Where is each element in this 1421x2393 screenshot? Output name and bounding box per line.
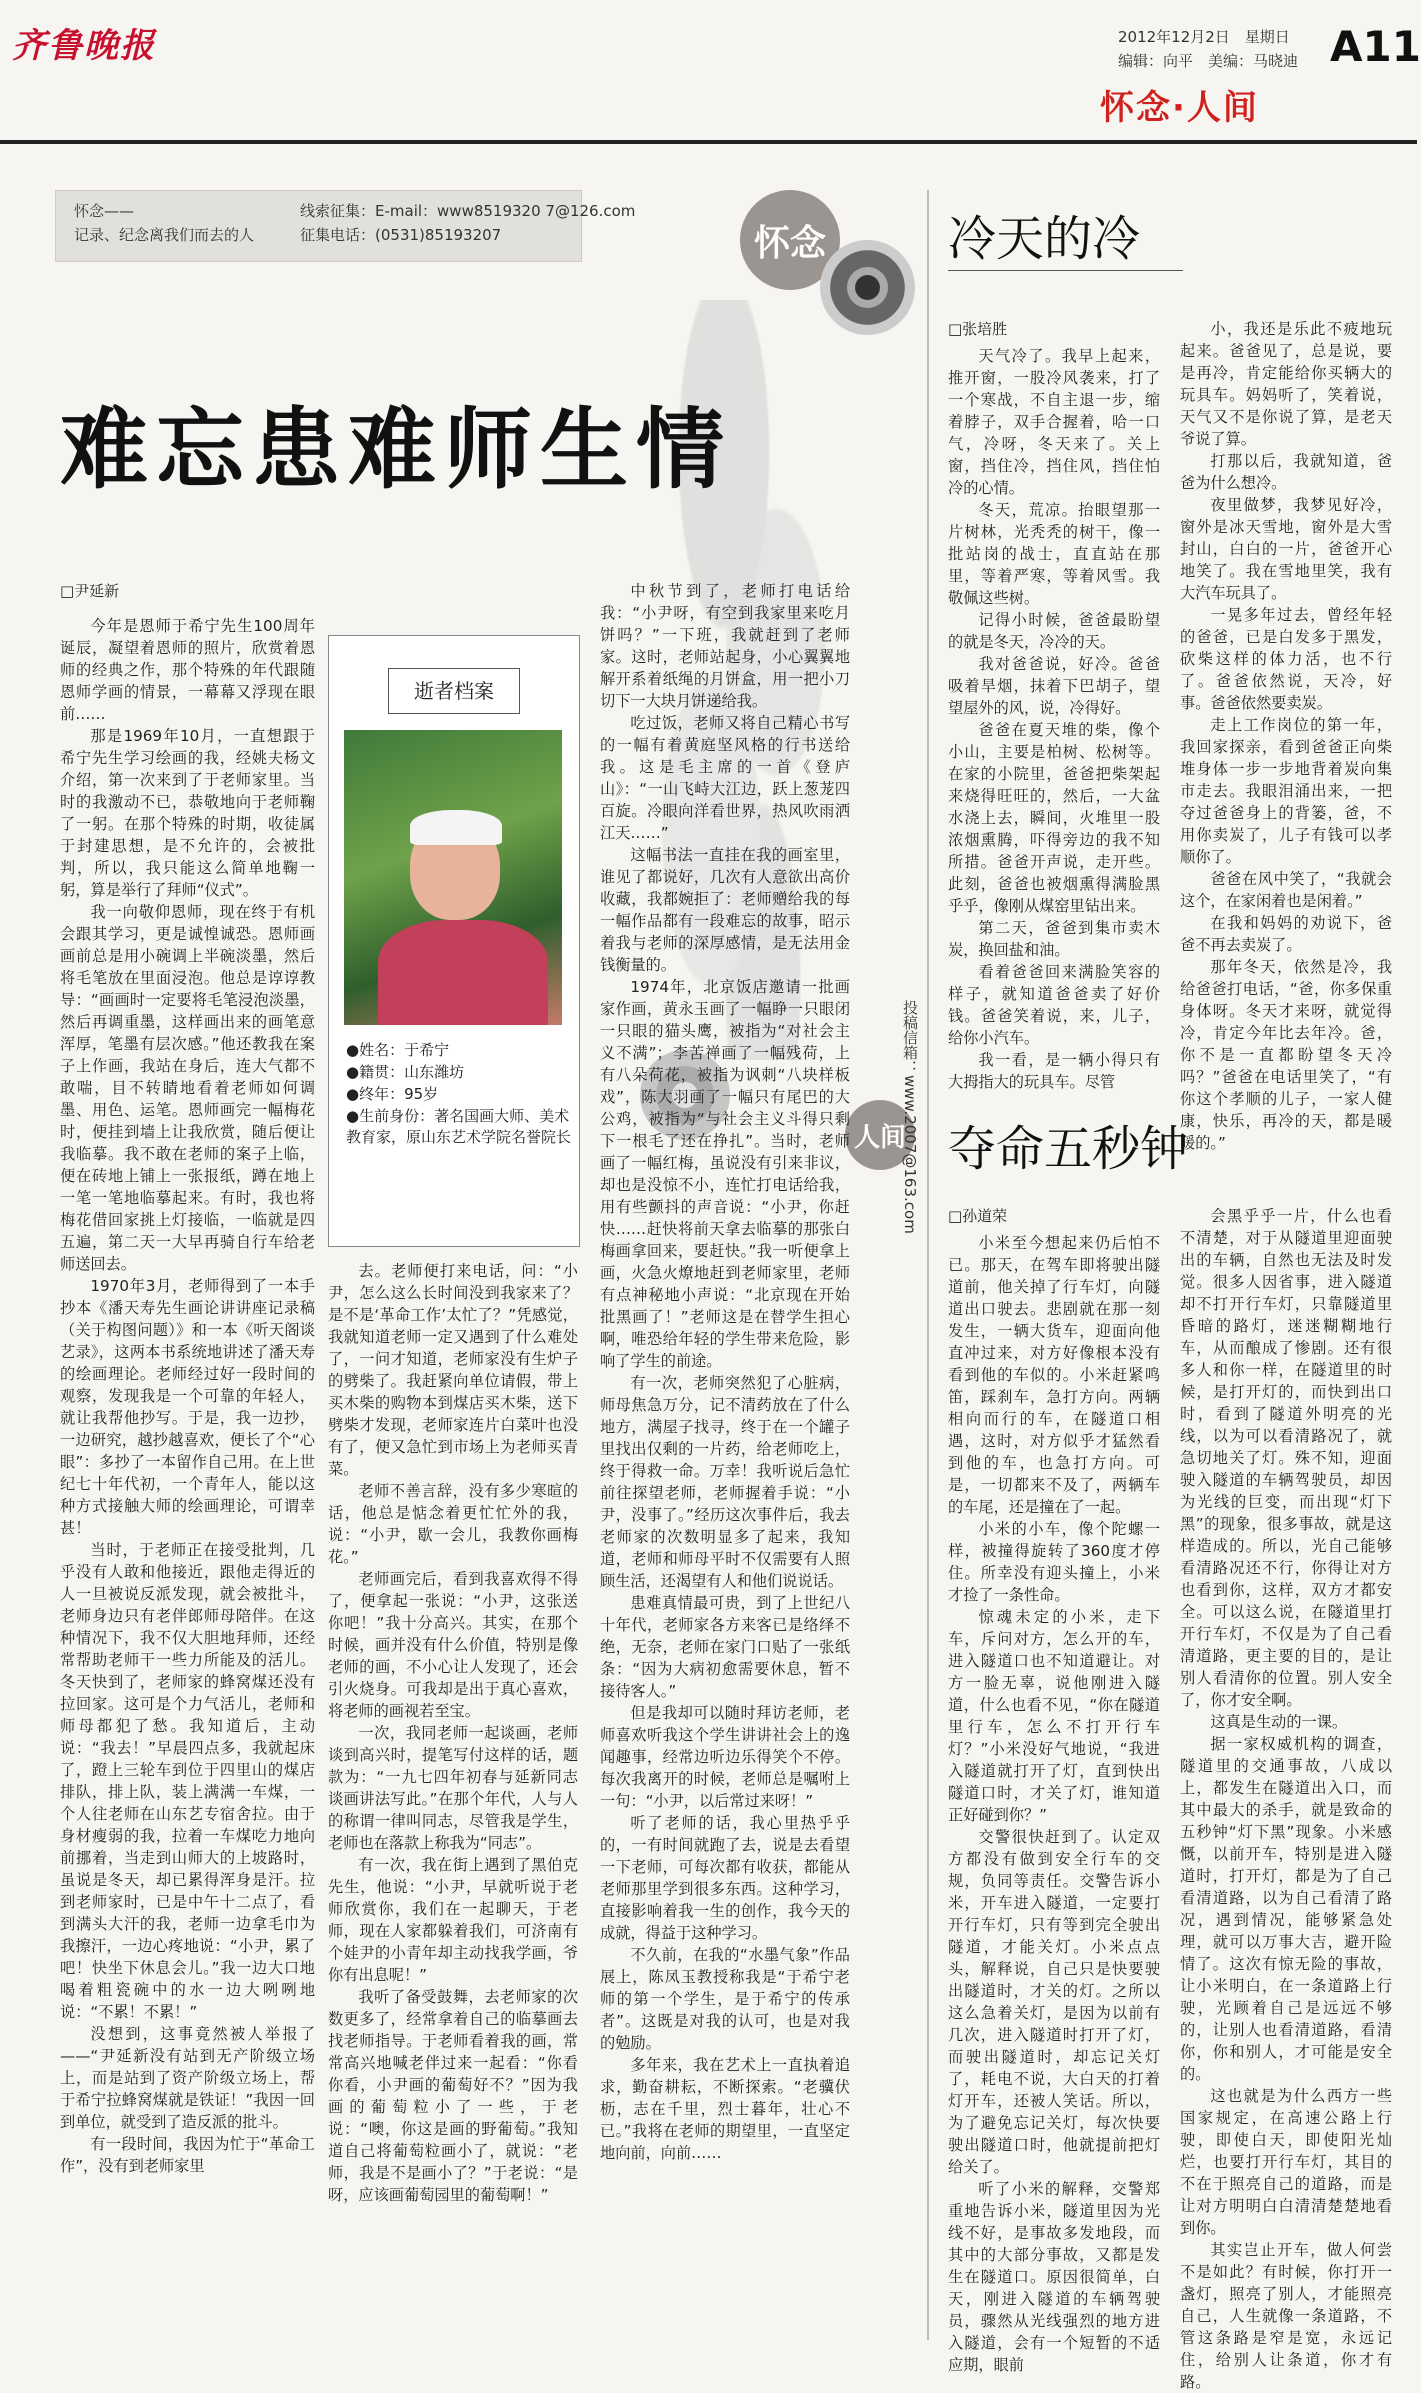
article3-byline: □孙道荣 (948, 1207, 1008, 1225)
paragraph: 我一看，是一辆小得只有大拇指大的玩具车。尽管 (948, 1051, 1160, 1091)
paragraph: 有一次，我在街上遇到了黑伯克先生，他说：“小尹，早就听说于老师欣赏你，我们在一起聊天，于老师，现在人家都躲着我们，可济南有个娃尹的小青年却主动找我学画，爷你有出息呢！” (328, 1856, 578, 1984)
paragraph: 听了老师的话，我心里热乎乎的，一有时间就跑了去，说是去看望一下老师，可每次都有收获，都能从老师那里学到很多东西。这种学习，直接影响着我一生的创作，我今天的成就，得益于这种学习。 (600, 1814, 850, 1942)
article3-column-1 (948, 1232, 1160, 2374)
portrait-hair (410, 810, 502, 845)
paragraph: 走上工作岗位的第一年，我回家探亲，看到爸爸正向柴堆身体一步一步地背着炭向集市走去。我眼泪涌出来，一把夺过爸爸身上的背篓，爸，不用你卖炭了，儿子有钱可以孝顺你了。 (1180, 716, 1392, 866)
paragraph: 在我和妈妈的劝说下，爸爸不再去卖炭了。 (1180, 914, 1392, 954)
paragraph: 夜里做梦，我梦见好冷，窗外是冰天雪地，窗外是大雪封山，白白的一片，爸爸开心地笑了。我在雪地里笑，我有大汽车玩具了。 (1180, 496, 1392, 602)
paragraph: 当时，于老师正在接受批判，几乎没有人敢和他接近，跟他走得近的人一旦被说反派发现，就会被批斗，老师身边只有老伴郎师母陪伴。在这种情况下，我不仅大胆地拜师，还经常帮助老师干一些力所能及的活儿。冬天快到了，老师家的蜂窝煤还没有拉回家。这可是个力气活儿，老师和师母都犯了愁。我知道后，主动说：“我去！”早晨四点多，我就起床了，蹬上三轮车到位于四里山的煤店排队，排上队，装上满满一车煤，一个人往老师在山东艺专宿舍拉。由于身材瘦弱的我，拉着一车煤吃力地向前挪着，当走到山师大的上坡路时，虽说是冬天，却已累得浑身是汗。拉到老师家时，已是中午十二点了，看到满头大汗的我，老师一边拿毛巾为我擦汗，一边心疼地说：“小尹，累了吧！快坐下休息会儿。”我一边大口地喝着粗瓷碗中的水一边大咧咧地说：“不累！不累！” (60, 1541, 315, 2021)
paragraph: 我一向敬仰恩师，现在终于有机会跟其学习，更是诚惶诚恐。恩师画画前总是用小碗调上半碗淡墨，然后将毛笔放在里面浸泡。他总是谆谆教导：“画画时一定要将毛笔浸泡淡墨，然后再调重墨，这样画出来的画笔意浑厚，笔墨有层次感。”他还教我在案子上作画，我站在身后，连大气都不敢喘，目不转睛地看着老师如何调墨、用色、运笔。恩师画完一幅梅花时，便挂到墙上让我欣赏，随后便让我临摹。我不敢在老师的案子上临，便在砖地上铺上一张报纸，蹲在地上一笔一笔地临摹起来。有时，我也将梅花借回家挑上灯接临，一临就是四五遍，第二天一大早再骑自行车给老师送回去。 (60, 903, 315, 1273)
paragraph: 一晃多年过去，曾经年轻的爸爸，已是白发多于黑发，砍柴这样的体力活，也不行了。爸爸依然说，天冷，好事。爸爸依然要卖炭。 (1180, 606, 1392, 712)
obituary-origin: ●籍贯：山东潍坊 (346, 1063, 465, 1081)
paragraph: 小，我还是乐此不疲地玩起来。爸爸见了，总是说，要是再冷，肯定能给你买辆大的玩具车。妈妈听了，笑着说，天气又不是你说了算，是老天爷说了算。 (1180, 320, 1392, 448)
paragraph: 1970年3月，老师得到了一本手抄本《潘天寿先生画论讲讲座记录稿（关于构图问题）》和一本《听天阁谈艺录》，这两本书系统地讲述了潘天寿的绘画理论。老师经过好一段时间的观察，发现我是一个可靠的年轻人，就让我帮他抄写。于是，我一边抄，一边研究，越抄越喜欢，便长了个“心眼”：多抄了一本留作自己用。在上世纪七十年代初，一个青年人，能以这种方式接触大师的绘画理论，可谓幸甚！ (60, 1277, 315, 1537)
obituary-bio: ●生前身份：著名国画大师、美术教育家，原山东艺术学院名誉院长 (346, 1107, 572, 1146)
paragraph: 看着爸爸回来满脸笑容的样子，就知道爸爸卖了好价钱。爸爸笑着说，来，儿子，给你小汽车。 (948, 963, 1160, 1047)
paragraph: 记得小时候，爸爸最盼望的就是冬天，冷冷的天。 (948, 611, 1160, 651)
flower-icon (820, 240, 915, 335)
article-column-2 (328, 1260, 578, 2340)
paragraph: 第二天，爸爸到集市卖木炭，换回盐和油。 (948, 919, 1160, 959)
paragraph: 小米至今想起来仍后怕不已。那天，在驾车即将驶出隧道前，他关掉了行车灯，向隧道出口驶去。悲剧就在那一刻发生，一辆大货车，迎面向他直冲过来，对方好像根本没有看到他的车似的。小米赶紧鸣笛，踩刹车，急打方向。两辆相向而行的车，在隧道口相遇，这时，对方似乎才猛然看到他的车，也急打方向。可是，一切都来不及了，两辆车的车尾，还是撞在了一起。 (948, 1234, 1160, 1516)
banner-phone: 征集电话：(0531)85193207 (300, 226, 502, 244)
paragraph: 冬天，荒凉。抬眼望那一片树林，光秃秃的树干，像一批站岗的战士，直直站在那里，等着严寒，等着风雪。我敬佩这些树。 (948, 501, 1160, 607)
paragraph: 但是我却可以随时拜访老师，老师喜欢听我这个学生讲讲社会上的逸闻趣事，经常边听边乐得笑个不停。每次我离开的时候，老师总是嘱咐上一句：“小尹，以后常过来呀！” (600, 1704, 850, 1810)
paragraph: 天气冷了。我早上起来，推开窗，一股冷风袭来，打了一个寒战，不自主退一步，缩着脖子，双手合握着，哈一口气，冷呀，冬天来了。关上窗，挡住冷，挡住风，挡住怕冷的心情。 (948, 347, 1160, 497)
paragraph: 不久前，在我的“水墨气象”作品展上，陈凤玉教授称我是“于希宁老师的第一个学生，是于希宁的传承者”。这既是对我的认可，也是对我的勉励。 (600, 1946, 850, 2052)
paragraph: 今年是恩师于希宁先生100周年诞辰，凝望着恩师的照片，欣赏着恩师的经典之作，那个特殊的年代跟随恩师学画的情景，一幕幕又浮现在眼前…… (60, 617, 315, 723)
paragraph: 一次，我同老师一起谈画，老师谈到高兴时，提笔写付这样的话，题款为：“一九七四年初春与延新同志谈画讲法写此。”在那个年代，人与人的称谓一律叫同志，尽管我是学生，老师也在落款上称我为“同志”。 (328, 1724, 578, 1852)
paragraph: 多年来，我在艺术上一直执着追求，勤奋耕耘，不断探索。“老骥伏枥，志在千里，烈士暮年，壮心不已。”我将在老师的期望里，一直坚定地向前，向前…… (600, 2056, 850, 2162)
renjian-emblem: 人间 (845, 1100, 915, 1170)
paragraph: 我对爸爸说，好冷。爸爸吸着旱烟，抹着下巴胡子，望望屋外的风，说，冷得好。 (948, 655, 1160, 717)
paragraph: 有一段时间，我因为忙于“革命工作”，没有到老师家里 (60, 2135, 315, 2175)
paragraph: 交警很快赶到了。认定双方都没有做到安全行车的交规，负同等责任。交警告诉小米，开车进入隧道，一定要打开行车灯，只有等到完全驶出隧道，才能关灯。小米点点头，解释说，自己只是快要驶出隧道时，才关的灯。之所以这么急着关灯，是因为以前有几次，进入隧道时打开了灯，而驶出隧道时，却忘记关灯了，耗电不说，大白天的打着灯开车，还被人笑话。所以，为了避免忘记关灯，每次快要驶出隧道口时，他就提前把灯给关了。 (948, 1828, 1160, 2176)
article-column-3 (600, 580, 850, 2340)
article2-column-1 (948, 345, 1160, 1091)
banner-column-name: 怀念—— (74, 202, 135, 220)
banner-column-desc: 记录、纪念离我们而去的人 (74, 226, 255, 244)
paragraph: 老师不善言辞，没有多少寒暄的话，他总是惦念着更忙忙外的我，说：“小尹，歇一会儿，我教你画梅花。” (328, 1482, 578, 1566)
paragraph: 那是1969年10月，一直想跟于希宁先生学习绘画的我，经姚夫杨文介绍，第一次来到了于老师家里。当时的我激动不已，恭敬地向于老师鞠了一躬。在那个特殊的时期，收徒属于封建思想，是不允许的，会被批判，所以，我只能这么简单地鞠一躬，算是举行了拜师“仪式”。 (60, 727, 315, 899)
article-byline: □尹延新 (60, 582, 120, 600)
paragraph: 1974年，北京饭店邀请一批画家作画，黄永玉画了一幅睁一只眼闭一只眼的猫头鹰，被指为“对社会主义不满”；李苦禅画了一幅残荷，上有八朵荷花，被指为讽刺“八块样板戏”，陈大羽画了一幅只有尾巴的大公鸡，被指为“与社会主义斗得只剩下一根毛了还在挣扎”。当时，老师画了一幅红梅，虽说没有引来非议，却也是没惊不小，连忙打电话给我，用有些颤抖的声音说：“小尹，你赶快……赶快将前天拿去临摹的那张白梅画拿回来，要赶快。”我一听便拿上画，火急火燎地赶到老师家里，老师有点神秘地小声说：“北京现在开始批黑画了！”老师这是在替学生担心啊，唯恐给年轻的学生带来危险，影响了学生的前途。 (600, 978, 850, 1370)
article2-column-2 (1180, 318, 1392, 1152)
paragraph: 中秋节到了，老师打电话给我：“小尹呀，有空到我家里来吃月饼吗？”一下班，我就赶到了老师家。这时，老师站起身，小心翼翼地解开系着纸绳的月饼盒，用一把小刀切下一大块月饼递给我。 (600, 582, 850, 710)
article-headline: 难忘患难师生情 (60, 398, 733, 501)
banner-email: 线索征集：E-mail：www8519320 7@126.com (300, 202, 636, 220)
article2-title: 冷天的冷 (948, 211, 1141, 267)
paragraph: 那年冬天，依然是冷，我给爸爸打电话，“爸，你多保重身体呀。冬天才来呀，就觉得冷，肯定今年比去年冷。爸，你不是一直都盼望冬天冷吗？”爸爸在电话里笑了，“有你这个孝顺的儿子，一家人健康，快乐，再冷的天，都是暖暖的。” (1180, 958, 1392, 1152)
obituary-name: ●姓名：于希宁 (346, 1041, 450, 1059)
article3-column-2 (1180, 1205, 1392, 2391)
paragraph: 老师画完后，看到我喜欢得不得了，便拿起一张说：“小尹，这张送你吧！”我十分高兴。其实，在那个时候，画并没有什么价值，特别是像老师的画，不小心让人发现了，还会引火烧身。可我却是出于真心喜欢，将老师的画视若至宝。 (328, 1570, 578, 1720)
obituary-title: 逝者档案 (388, 668, 520, 714)
paragraph: 小米的小车，像个陀螺一样，被撞得旋转了360度才停住。所幸没有迎头撞上，小米才捡了一条性命。 (948, 1520, 1160, 1604)
column-divider (927, 190, 929, 2340)
masthead-logo: 齐鲁晚报 (12, 26, 156, 66)
paragraph: 爸爸在夏天堆的柴，像个小山，主要是柏树、松树等。在家的小院里，爸爸把柴架起来烧得旺旺的，然后，一大盆水浇上去，瞬间，火堆里一股浓烟熏腾，吓得旁边的我不知所措。爸爸开声说，走开些。此刻，爸爸也被烟熏得满脸黑乎乎，像刚从煤窑里钻出来。 (948, 721, 1160, 915)
section-title: 怀念·人间 (1100, 88, 1259, 128)
paragraph: 据一家权威机构的调查，隧道里的交通事故，八成以上，都发生在隧道出入口，而其中最大的杀手，就是致命的五秒钟“灯下黑”现象。小米感慨，以前开车，特别是进入隧道时，打开灯，都是为了自己看清道路，以为自己看清了路况，遇到情况，能够紧急处理，就可以万事大吉，避开险情了。这次有惊无险的事故，让小米明白，在一条道路上行驶，光顾着自己是远远不够的，让别人也看清道路，看清你，你和别人，才可能是安全的。 (1180, 1735, 1392, 2083)
issue-date: 2012年12月2日 星期日 (1118, 28, 1290, 46)
paragraph: 我听了备受鼓舞，去老师家的次数更多了，经常拿着自己的临摹画去找老师指导。于老师看着我的画，常常高兴地喊老伴过来一起看：“你看你看，小尹画的葡萄好不？”因为我画的葡萄粒小了一些，于老说：“噢，你这是画的野葡萄。”我知道自己将葡萄粒画小了，就说：“老师，我是不是画小了？”于老说：“是呀，应该画葡萄园里的葡萄啊！” (328, 1988, 578, 2204)
header-rule (0, 140, 1417, 144)
paragraph: 打那以后，我就知道，爸爸为什么想冷。 (1180, 452, 1392, 492)
paragraph: 这真是生动的一课。 (1210, 1713, 1348, 1731)
page-number: A11 (1330, 22, 1421, 71)
editor-credits: 编辑：向平 美编：马晓迪 (1118, 52, 1299, 70)
paragraph: 这也就是为什么西方一些国家规定，在高速公路上行驶，即使白天，即使阳光灿烂，也要打开行车灯，其目的不在于照亮自己的道路，而是让对方明明白白清清楚楚地看到你。 (1180, 2087, 1392, 2237)
huainian-emblem: 怀念 (740, 190, 840, 290)
paragraph: 会黑乎乎一片，什么也看不清楚，对于从隧道里迎面驶出的车辆，自然也无法及时发觉。很多人因省事，进入隧道却不打开行车灯，只靠隧道里昏暗的路灯，迷迷糊糊地行车，从而酿成了惨剧。还有很多人和你一样，在隧道里的时候，是打开灯的，而快到出口时，看到了隧道外明亮的光线，以为可以看清路况了，就急切地关了灯。殊不知，迎面驶入隧道的车辆驾驶员，却因为光线的巨变，而出现“灯下黑”的现象，很多事故，就是这样造成的。所以，光自己能够看清路况还不行，你得让对方也看到你，这样，双方才都安全。可以这么说，在隧道里打开行车灯，不仅是为了自己看清道路，更主要的目的，是让别人看清你的位置。别人安全了，你才安全啊。 (1180, 1207, 1392, 1709)
paragraph: 听了小米的解释，交警郑重地告诉小米，隧道里因为光线不好，是事故多发地段，而其中的大部分事故，又都是发生在隧道口。原因很简单，白天，刚进入隧道的车辆驾驶员，骤然从光线强烈的地方进入隧道，会有一个短暂的不适应期，眼前 (948, 2180, 1160, 2374)
article-column-1 (60, 615, 315, 2340)
paragraph: 其实岂止开车，做人何尝不是如此？有时候，你打开一盏灯，照亮了别人，才能照亮自己，人生就像一条道路，不管这条路是窄是宽，永远记住，给别人让条道，你才有路。 (1180, 2241, 1392, 2391)
paragraph: 去。老师便打来电话，问：“小尹，怎么这么长时间没到我家来了？是不是‘革命工作’太忙了？”凭感觉，我就知道老师一定又遇到了什么难处了，一问才知道，老师家没有生炉子的劈柴了。我赶紧向单位请假，带上买木柴的购物本到煤店买木柴，送下劈柴才发现，老师家连片白菜叶也没有了，便又急忙到市场上为老师买青菜。 (328, 1262, 578, 1478)
paragraph: 有一次，老师突然犯了心脏病，师母焦急万分，记不清药放在了什么地方，满屋子找寻，终于在一个罐子里找出仅剩的一片药，给老师吃上，终于得救一命。万幸！我听说后急忙前往探望老师，老师握着手说：“小尹，没事了。”经历这次事件后，我去老师家的次数明显多了起来，我知道，老师和师母平时不仅需要有人照顾生活，还渴望有人和他们说说话。 (600, 1374, 850, 1590)
paragraph: 吃过饭，老师又将自己精心书写的一幅有着黄庭坚风格的行书送给我。这是毛主席的一首《登庐山》：“一山飞峙大江边，跃上葱茏四百旋。冷眼向洋看世界，热风吹雨洒江天……” (600, 714, 850, 842)
paragraph: 患难真情最可贵，到了上世纪八十年代，老师家各方来客已是络绎不绝，无奈，老师在家门口贴了一张纸条：“因为大病初愈需要休息，暂不接待客人。” (600, 1594, 850, 1700)
article2-byline: □张培胜 (948, 320, 1008, 338)
article3-title: 夺命五秒钟 (948, 1121, 1189, 1177)
portrait-body (378, 920, 548, 1025)
obituary-age: ●终年：95岁 (346, 1085, 439, 1103)
paragraph: 惊魂未定的小米，走下车，斥问对方，怎么开的车，进入隧道口也不知道避让。对方一脸无辜，说他刚进入隧道，什么也看不见，“你在隧道里行车，怎么不打开行车灯？”小米没好气地说，“我进入隧道就打开了灯，直到快出隧道口时，才关了灯，谁知道正好碰到你？” (948, 1608, 1160, 1824)
submission-email-vertical: 投稿信箱：www.2007@163.com (901, 1000, 919, 1234)
paragraph: 这幅书法一直挂在我的画室里，谁见了都说好，几次有人意欲出高价收藏，我都婉拒了：老师赠给我的每一幅作品都有一段难忘的故事，昭示着我与老师的深厚感情，是无法用金钱衡量的。 (600, 846, 850, 974)
article2-title-rule (948, 270, 1183, 271)
paragraph: 爸爸在风中笑了，“我就会这个，在家闲着也是闲着。” (1180, 870, 1392, 910)
paragraph: 没想到，这事竟然被人举报了——“尹延新没有站到无产阶级立场上，而是站到了资产阶级立场上，帮于希宁拉蜂窝煤就是铁证！”我因一回到单位，就受到了造反派的批斗。 (60, 2025, 315, 2131)
